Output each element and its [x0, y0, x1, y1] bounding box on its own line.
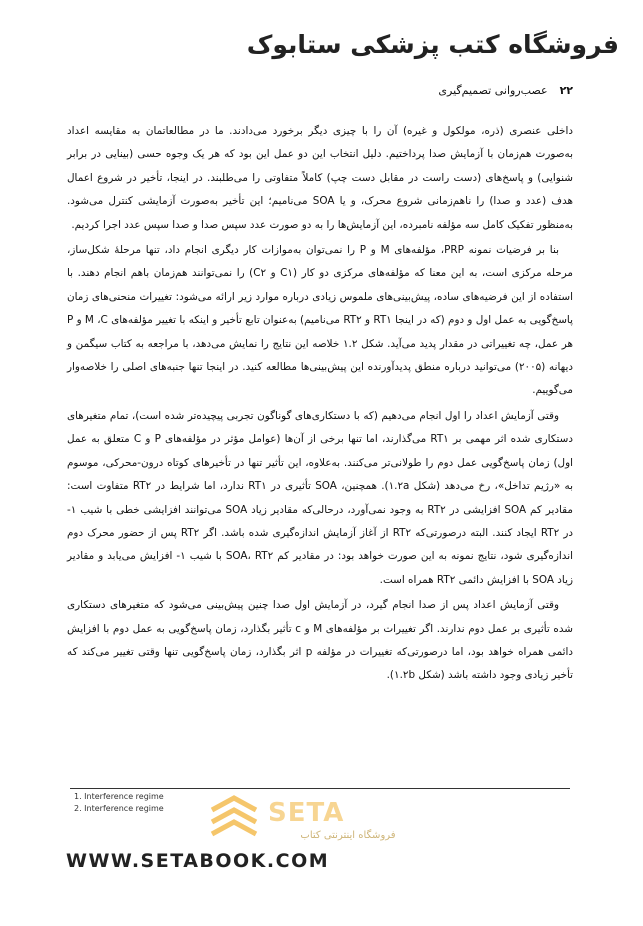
logo-subtitle: فروشگاه اینترنتی کتاب [300, 830, 396, 841]
site-url: WWW.SETABOOK.COM [66, 850, 330, 872]
paragraph: وقتی آزمایش اعداد پس از صدا انجام گیرد، در آزمایش اول صدا چنین پیش‌بینی می‌شود که متغیرهای دستکاری شده تأثیری بر عمل دوم ندارند. اگر تغییرات بر مؤلفه‌های M و c تأثیر بگذارد، زمان پاسخ‌گویی به عمل دوم با افزایش دائمی همراه خواهد بود، اما درصورتی‌که تغییرات در مؤلفه p اثر بگذارد، زمان پاسخ‌گویی تنها وقتی تغییر می‌کند که تأخیر زیادی وجود داشته باشد (شکل ۱.۲b). [67, 599, 573, 682]
store-title: فروشگاه کتب پزشکی ستابوک [246, 30, 619, 59]
footnote: 1. Interference regime [74, 792, 164, 801]
paragraph: بنا بر فرضیات نمونه PRP، مؤلفه‌های M و P را نمی‌توان به‌موازات کار دیگری انجام داد، تنها مرحلهٔ شکل‌ساز، مرحله مرکزی است، به این معنا که مؤلفه‌های مرکزی دو کار (C۱ و C۲) را نمی‌توانند هم‌زمان باهم انجام دهند. با استفاده از این فرضیه‌های ساده، پیش‌بینی‌های ملموس زیادی درباره موارد زیر ارائه می‌شود: تغییرات منحنی‌های زمان پاسخ‌گویی به عمل اول و دوم (که در اینجا RT۱ و RT۲ می‌نامیم) به‌عنوان تابع تأخیر و اینکه با تغییر مؤلفه‌های M ،C و P هر عمل، چه تغییراتی در مقدار پدید می‌آید. شکل ۱.۲ خلاصه این نتایج را نمایش می‌دهد، با مراجعه به کتاب سیگمن و دیهانه (۲۰۰۵) می‌توانید درباره منطق پدیدآورنده این پیش‌بینی‌ها مطالعه کنید. در اینجا تنها جنبه‌های اصلی را خلاصه‌وار می‌گوییم. [67, 244, 573, 397]
paragraph: داخلی عنصری (ذره، مولکول و غیره) آن را با چیزی دیگر برخورد می‌دادند. ما در مطالعاتمان به مقایسه اعداد به‌صورت هم‌زمان با آزمایش صدا پرداختیم. دلیل انتخاب این دو عمل این بود که هر یک وجوه حسی (بینایی در برابر شنوایی) و پاسخ‌های (دست راست در مقابل دست چپ) کاملاً متفاوتی را می‌طلبند. در اینجا، تأخیر در شروع اعمال هدف (عدد و صدا) را ناهم‌زمانی شروع محرک، و یا SOA می‌نامیم؛ این تأخیر به‌صورت آزمایشی کنترل می‌شود. به‌منظور تفکیک کامل سه مؤلفه نامبرده، این آزمایش‌ها را به دو صورت عدد سپس صدا و صدا سپس عدد اجرا کردیم. [67, 125, 573, 231]
footnote: 2. Interference regime [74, 804, 164, 813]
paragraph: وقتی آزمایش اعداد را اول انجام می‌دهیم (که با دستکاری‌های گوناگون تجربی پیچیده‌تر شده است)، تمام متغیرهای دستکاری شده اثر مهمی بر RT۱ می‌گذارند، اما تنها برخی از آن‌ها (عوامل مؤثر در مؤلفه‌های P و C متعلق به عمل اول) زمان پاسخ‌گویی عمل دوم را طولانی‌تر می‌کنند. به‌علاوه، این تأثیر تنها در تأخیرهای کوتاه درون-محرکی، موسوم به «رژیم تداخل»، رخ می‌دهد (شکل ۱.۲a). همچنین، SOA تأثیری در RT۱ ندارد، اما شرایط در RT۲ متفاوت است: مقادیر کم SOA افزایشی در RT۲ به وجود نمی‌آورد، درحالی‌که مقادیر زیاد SOA می‌توانند افزایشی خطی با شیب ۱- در RT۲ ایجاد کنند. البته درصورتی‌که RT۲ از آغاز آزمایش اندازه‌گیری شده باشد. اگر RT۲ پس از حضور محرک دوم اندازه‌گیری شود، نتایج نمونه به این صورت خواهد بود: در مقادیر کم SOA، RT۲ با شیب ۱- افزایش می‌یابد و مقادیر زیاد SOA با افزایش دائمی RT۲ همراه است. [67, 409, 573, 586]
logo-wordmark: SETA [268, 798, 345, 828]
running-header [53, 84, 573, 97]
body-text [67, 120, 573, 690]
running-title: عصب‌روانی تصمیم‌گیری [438, 84, 548, 97]
page-number: ۲۲ [559, 84, 573, 97]
